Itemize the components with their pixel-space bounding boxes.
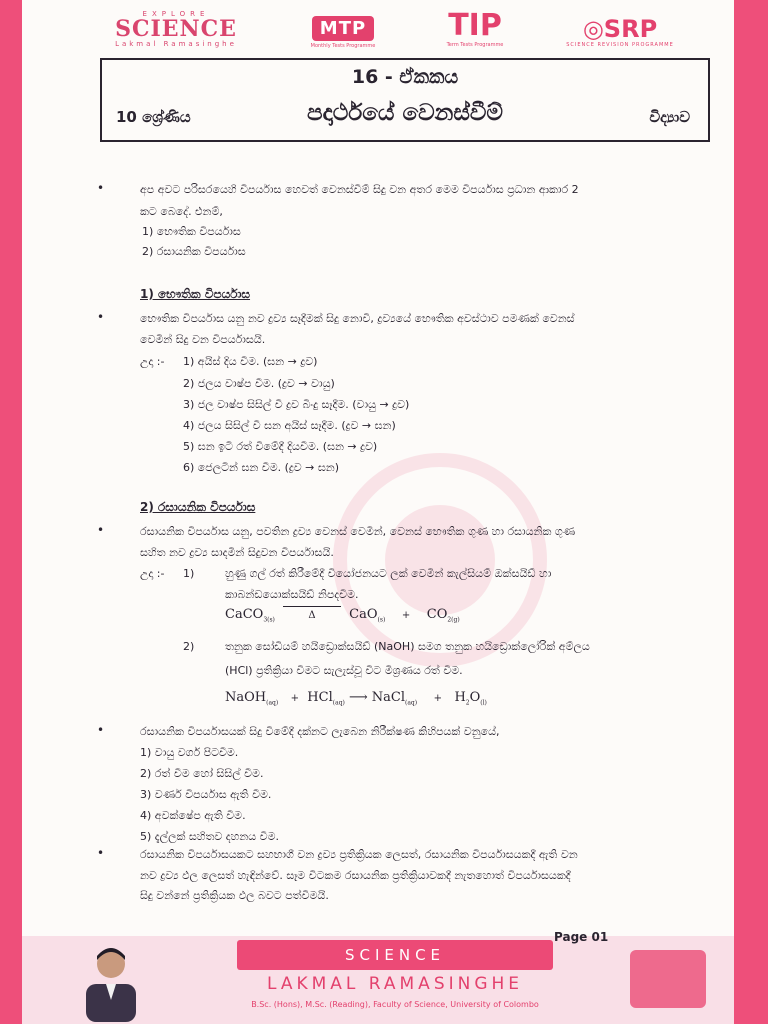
physical-example-4: 4) ජලය සිසිල් වී ඝන අයිස් සෑදීම. (ද්‍රව → ඝන) [183,419,396,432]
chemical-ex2-line-1: තනුක සෝඩියම් හයිඩ්‍රොක්සයිඩ් (NaOH) සමග තනුක හයිඩ්‍රොක්ලෝරික් අම්ලය [225,640,590,653]
right-pink-border [734,0,768,1024]
final-line-1: රසායනික විපර්යාසයකට සහභාගී වන ද්‍රව්‍ය ප්‍රතික්‍රියක ලෙසත්, රසායනික විපර්යාසයකදී ඇති වන [140,848,578,861]
physical-eg-label: උදා :- [140,355,165,368]
physical-example-1: 1) අයිස් දිය වීම. (ඝන → ද්‍රව) [183,355,318,368]
observation-4: 4) අවක්ෂේප ඇති වීම. [140,809,246,822]
srp-ring-icon: ◎ [582,15,604,43]
footer-author-name: LAKMAL RAMASINGHE [266,974,524,994]
chemical-ex1-num: 1) [183,567,195,580]
physical-example-2: 2) ජලය වාෂ්ප වීම. (ද්‍රව → වායු) [183,377,335,390]
page-number: Page 01 [554,930,609,944]
mtp-logo: MTP Monthly Tests Programme [310,18,376,49]
observation-2: 2) රත් වීම හෝ සිසිල් වීම. [140,767,264,780]
observations-intro: රසායනික විපර්යාසයක් සිදු වීමේදී දක්නට ලැබෙන නිරීක්ෂණ කිහිපයක් වනුයේ, [140,725,500,738]
intro-line-2: කට බෙදේ. එනම්, [140,205,223,218]
final-line-2: නව ද්‍රව්‍ය ඵල ලෙසත් හැඳින්වේ. සෑම විටකම රසායනික ප්‍රතික්‍රියාවකදී නැතහොත් විපර්යාසයකදී [140,869,571,882]
chemical-eg-label: උදා :- [140,567,165,580]
chemical-ex1-line-1: හුණු ගල් රත් කිරීමේදී වියෝජනයට ලක් වෙමින් කැල්සියම් ඔක්සයිඩ් හා [225,567,552,580]
tip-logo: TIP Term Tests Programme [446,8,504,48]
bullet-observations: • [97,723,105,737]
grade-label: 10 ශ්‍රේණිය [116,108,191,126]
left-pink-border [0,0,22,1024]
reaction-arrow-icon: ⟶ [349,690,368,705]
chemical-desc-2: සහිත නව ද්‍රව්‍ය සාදමින් සිදුවන විපර්යාසයි. [140,546,334,559]
footer-science-banner: SCIENCE [237,940,553,970]
chemical-ex1-line-2: කාබන්ඩයොක්සයිඩ් නිපදවීම. [225,588,359,601]
intro-item-1: 1) භෞතික විපර්යාස [142,225,241,238]
intro-item-2: 2) රසායනික විපර්යාස [142,245,246,258]
srp-logo: ◎SRP SCIENCE REVISION PROGRAMME [566,15,674,48]
footer-credentials: B.Sc. (Hons), M.Sc. (Reading), Faculty of Science, University of Colombo [251,1000,539,1009]
physical-heading: 1) භෞතික විපර්යාස [140,287,251,301]
author-photo [80,938,142,1022]
observation-3: 3) වර්ණ විපර්යාස ඇති වීම. [140,788,272,801]
chemical-desc-1: රසායනික විපර්යාස යනු, පවතින ද්‍රව්‍ය වෙනස් වෙමින්, වෙනස් භෞතික ගුණ හා රසායනික ගුණ [140,525,576,538]
equation-2: NaOH$_{(aq)}$ + HCl$_{(aq)}$ ⟶ NaCl$_{(aq)}$ + $H_2O_{(l)}$ [225,690,487,707]
footer-badge-logo [630,950,706,1008]
physical-example-3: 3) ජල වාෂ්ප සිසිල් වී ද්‍රව බිංදු සෑදීම. (වායු → ද්‍රව) [183,398,410,411]
explore-science-logo: EXPLORE SCIENCE Lakmal Ramasinghe [115,10,237,48]
equation-1: CaCO$_{3(s)}$ Δ CaO$_{(s)}$ + $CO_{2(g)}$ [225,607,460,624]
physical-example-5: 5) ඝන ඉටි රත් වීමේදී දියවීම. (ඝන → ද්‍රව) [183,440,378,453]
physical-desc-1: භෞතික විපර්යාස යනු නව ද්‍රව්‍ය සෑදීමක් සිදු නොවී, ද්‍රව්‍යයේ භෞතික අවස්ථාව පමණක් වෙනස් [140,312,575,325]
intro-line-1: අප අවට පරිසරයෙහි විපර්යාස හෙවත් වෙනස්වීම් සිදු වන අතර මෙම විපර්යාස ප්‍රධාන ආකාර 2 [140,183,579,196]
observation-1: 1) වායු වර්ග පිටවීම. [140,746,239,759]
observation-5: 5) දැල්ලක් සහිතව දහනය වීම. [140,830,279,843]
chemical-heading: 2) රසායනික විපර්යාස [140,500,256,514]
bullet-intro: • [97,181,105,195]
footer [22,930,734,1024]
unit-title: 16 - ඒකකය [351,66,459,88]
physical-desc-2: වෙමින් සිදු වන විපර්යාසයි. [140,333,266,346]
chemical-ex2-line-2: (HCl) ප්‍රතික්‍රියා වීමට සැලැස්වූ විට මිශ්‍රණය රත් වීම. [225,664,463,677]
chemical-ex2-num: 2) [183,640,195,653]
title-box [100,58,710,142]
bullet-chemical: • [97,523,105,537]
bullet-final: • [97,846,105,860]
heat-arrow-icon: Δ [279,606,345,622]
lesson-title: පදාර්ථයේ වෙනස්වීම් [307,100,503,126]
final-line-3: සිදු වන්නේ ප්‍රතික්‍රියක ඵල බවට පත්වීමයි. [140,889,329,902]
physical-example-6: 6) ජෙලටින් ඝන වීම. (ද්‍රව → ඝන) [183,461,340,474]
subject-label: විද්‍යාව [649,108,690,126]
bullet-physical: • [97,310,105,324]
